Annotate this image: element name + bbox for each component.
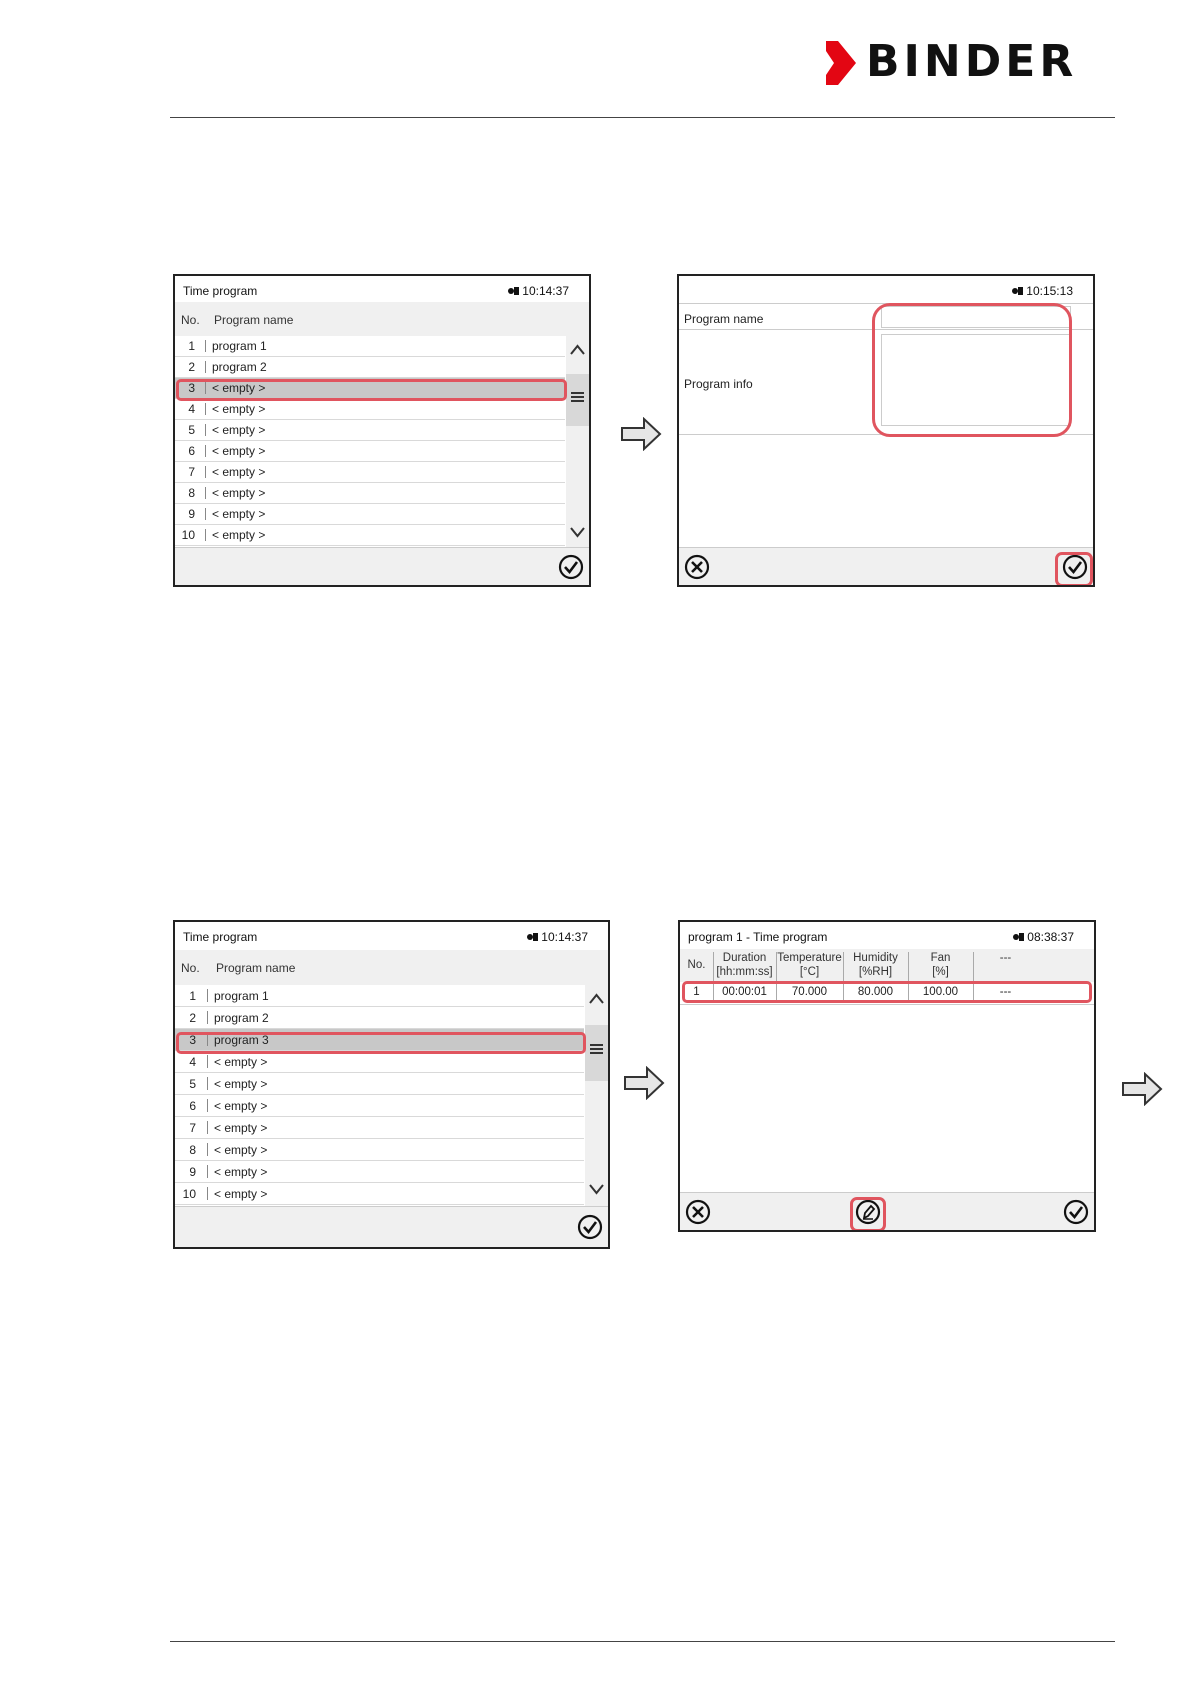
col-name-header: Program name [216,961,296,975]
brand-name: BINDER [866,36,1078,87]
col-name-header: Program name [214,313,294,327]
column-header-unit: [°C] [799,966,820,978]
confirm-check-icon[interactable] [558,554,584,580]
screen-title: Time program [183,284,258,298]
list-item[interactable] [175,1183,584,1205]
scroll-down-icon[interactable] [589,1183,604,1195]
column-divider [205,340,206,352]
menu-lines-icon [570,391,585,403]
row-number: 8 [188,486,195,500]
list-item[interactable] [175,399,565,420]
column-divider [205,508,206,520]
program-name-label: Program name [684,312,764,326]
column-divider [207,1121,208,1134]
list-item[interactable] [175,525,565,546]
scrollbar[interactable] [566,336,589,549]
row-number: 1 [188,339,195,353]
screen-program-editor [678,920,1096,1232]
screen-title: Time program [183,930,258,944]
column-divider [207,1165,208,1178]
program-name: program 1 [212,339,267,353]
column-header-title: Duration [722,952,767,964]
row-number: 4 [188,402,195,416]
column-header-unit: [%RH] [858,966,893,978]
program-name: < empty > [212,444,266,458]
list-item[interactable] [175,420,565,441]
list-item[interactable] [175,1051,584,1073]
program-name: program 3 [214,1033,269,1047]
column-divider [205,424,206,436]
column-header-unit: [hh:mm:ss] [716,966,773,978]
scrollbar[interactable] [585,985,608,1208]
footer-rule [170,1641,1115,1642]
lock-icon [508,286,520,296]
column-header-title: --- [999,952,1012,964]
screen-title: program 1 - Time program [688,930,828,944]
column-header-title: Fan [930,952,951,964]
program-name: < empty > [212,507,266,521]
scroll-up-icon[interactable] [570,344,585,356]
column-header [776,951,843,979]
list-header [175,302,589,336]
column-divider [205,487,206,499]
program-name: program 1 [214,989,269,1003]
row-number: 3 [189,1033,196,1047]
column-header-unit: [%] [932,966,949,978]
program-name: < empty > [212,465,266,479]
col-no-header: No. [181,313,200,327]
program-name: < empty > [214,1077,268,1091]
column-divider [205,361,206,373]
column-divider [207,1187,208,1200]
screen-program-list-2 [173,920,610,1249]
program-name: < empty > [214,1143,268,1157]
row-number: 1 [189,989,196,1003]
column-header [908,951,973,979]
column-header-title: No. [687,959,706,971]
column-divider [207,1055,208,1068]
cancel-icon[interactable] [685,1199,711,1225]
list-item[interactable] [175,1161,584,1183]
column-divider [205,445,206,457]
row-number: 9 [189,1165,196,1179]
row-number: 9 [188,507,195,521]
list-item[interactable] [175,441,565,462]
confirm-check-icon[interactable] [577,1214,603,1240]
column-divider [207,1099,208,1112]
program-name: < empty > [214,1187,268,1201]
list-item[interactable] [175,483,565,504]
footer-bar [175,547,589,585]
table-cell: 00:00:01 [722,986,767,998]
program-name: < empty > [214,1055,268,1069]
clock [527,930,588,944]
clock [1012,284,1073,298]
scroll-down-icon[interactable] [570,526,585,538]
row-number: 5 [189,1077,196,1091]
selection-highlight [176,1032,586,1054]
column-header [713,951,776,979]
column-header [973,951,1038,965]
table-cell: 80.000 [857,986,894,998]
row-number: 5 [188,423,195,437]
menu-lines-icon [589,1043,604,1055]
table-cell: --- [999,986,1012,998]
column-divider [205,466,206,478]
scroll-up-icon[interactable] [589,993,604,1005]
column-divider [207,1077,208,1090]
next-arrow-icon [1121,1072,1163,1106]
row-number: 3 [188,381,195,395]
program-name: < empty > [214,1165,268,1179]
binder-logo-mark-icon [826,41,856,85]
confirm-check-icon[interactable] [1063,1199,1089,1225]
footer-bar [680,1192,1094,1230]
input-highlight [872,303,1072,437]
row-number: 2 [188,360,195,374]
header-rule [170,117,1115,118]
footer-bar [175,1206,608,1247]
row-number: 4 [189,1055,196,1069]
list-item[interactable] [175,462,565,483]
row-number: 2 [189,1011,196,1025]
column-divider [207,989,208,1002]
program-list [175,336,565,546]
binder-logo [826,37,1116,87]
list-item[interactable] [175,985,584,1007]
column-divider [205,403,206,415]
clock-time: 08:38:37 [1027,930,1074,944]
list-item[interactable] [175,1007,584,1029]
program-name: < empty > [212,402,266,416]
list-item[interactable] [175,1139,584,1161]
list-item[interactable] [175,1095,584,1117]
clock-time: 10:14:37 [541,930,588,944]
program-list [175,985,584,1205]
list-item[interactable] [175,1073,584,1095]
row-number: 8 [189,1143,196,1157]
selection-highlight [176,379,567,401]
next-arrow-icon [623,1066,665,1100]
clock-time: 10:14:37 [522,284,569,298]
column-divider [207,1143,208,1156]
lock-icon [1013,932,1025,942]
list-header [175,950,608,985]
list-item[interactable] [175,1117,584,1139]
confirm-highlight [1055,552,1093,587]
next-arrow-icon [620,417,662,451]
screen-program-list-1 [173,274,591,587]
column-divider [205,529,206,541]
row-number: 10 [182,1187,196,1201]
program-name: < empty > [212,486,266,500]
clock [508,284,569,298]
lock-icon [527,932,539,942]
table-cell: 70.000 [791,986,828,998]
table-cell: 100.00 [922,986,959,998]
edit-highlight [850,1197,886,1232]
list-item[interactable] [175,357,565,378]
clock-time: 10:15:13 [1026,284,1073,298]
clock [1013,930,1074,944]
program-name: program 2 [212,360,267,374]
row-number: 10 [181,528,195,542]
screen-program-name-edit [677,274,1095,587]
program-info-label: Program info [684,377,753,391]
row-number: 7 [189,1121,196,1135]
column-header-title: Humidity [853,952,898,964]
column-header-title: Temperature [777,952,842,964]
row-number: 6 [188,444,195,458]
footer-bar [679,547,1093,585]
program-name: < empty > [212,528,266,542]
column-header [680,951,713,972]
column-divider [207,1011,208,1024]
row-number: 6 [189,1099,196,1113]
column-header [843,951,908,979]
program-name: < empty > [212,423,266,437]
table-cell: 1 [693,986,700,998]
cancel-icon[interactable] [684,554,710,580]
list-item[interactable] [175,504,565,525]
program-name: < empty > [214,1099,268,1113]
program-name: < empty > [214,1121,268,1135]
col-no-header: No. [181,961,200,975]
program-name: program 2 [214,1011,269,1025]
lock-icon [1012,286,1024,296]
list-item[interactable] [175,336,565,357]
row-highlight [682,981,1092,1003]
row-number: 7 [188,465,195,479]
program-name: < empty > [212,381,266,395]
